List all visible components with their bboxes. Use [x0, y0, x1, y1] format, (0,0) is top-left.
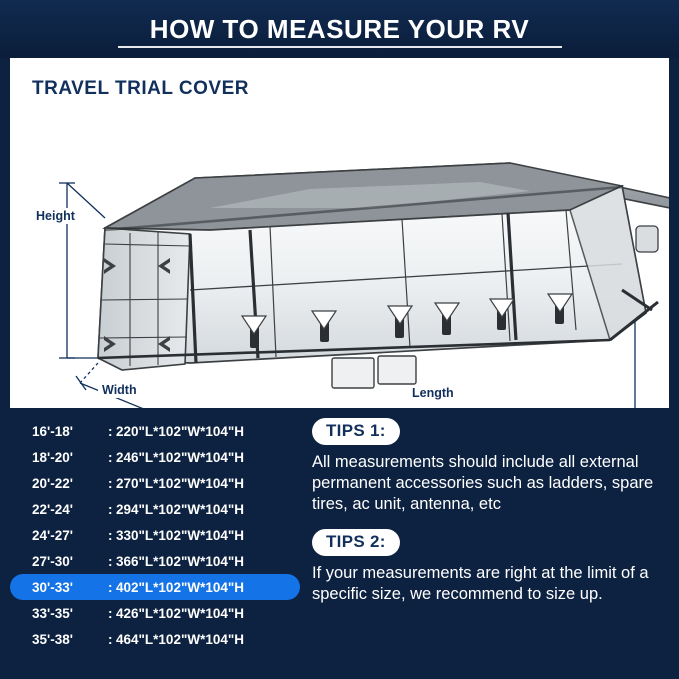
- header-underline: [118, 46, 562, 48]
- tips-column: [312, 418, 664, 606]
- width-label: Width: [98, 382, 141, 398]
- table-row: [10, 418, 300, 444]
- size-table: [10, 418, 300, 652]
- size-range: 20'-22': [32, 475, 73, 491]
- size-separator: :: [108, 527, 113, 543]
- size-dimensions: 246"L*102"W*104"H: [116, 449, 245, 465]
- size-range: 35'-38': [32, 631, 73, 647]
- size-separator: :: [108, 501, 113, 517]
- table-row: [10, 600, 300, 626]
- size-range: 30'-33': [32, 579, 73, 595]
- rv-illustration: [10, 58, 669, 408]
- size-range: 33'-35': [32, 605, 73, 621]
- size-range: 22'-24': [32, 501, 73, 517]
- size-range: 27'-30': [32, 553, 73, 569]
- size-dimensions: 402"L*102"W*104"H: [116, 579, 245, 595]
- underbody-boxes: [332, 356, 416, 388]
- size-separator: :: [108, 631, 113, 647]
- header-banner: [0, 0, 679, 58]
- table-row: [10, 496, 300, 522]
- illustration-title: TRAVEL TRIAL COVER: [32, 78, 249, 99]
- rv-drawing-svg: [10, 58, 669, 408]
- length-label: Length: [408, 385, 458, 401]
- size-dimensions: 270"L*102"W*104"H: [116, 475, 245, 491]
- size-dimensions: 294"L*102"W*104"H: [116, 501, 245, 517]
- size-range: 18'-20': [32, 449, 73, 465]
- size-separator: :: [108, 553, 113, 569]
- size-separator: :: [108, 423, 113, 439]
- size-separator: :: [108, 449, 113, 465]
- illustration-panel: [10, 58, 669, 408]
- size-dimensions: 426"L*102"W*104"H: [116, 605, 245, 621]
- table-row: [10, 522, 300, 548]
- tip-2-badge: TIPS 2:: [312, 529, 400, 556]
- size-separator: :: [108, 475, 113, 491]
- bottom-section: [0, 410, 679, 679]
- height-label: Height: [32, 208, 79, 224]
- tip-2-text: If your measurements are right at the limit of a specific size, we recommend to size up.: [312, 564, 649, 604]
- table-row: [10, 470, 300, 496]
- size-range: 16'-18': [32, 423, 73, 439]
- size-separator: :: [108, 605, 113, 621]
- size-dimensions: 464"L*102"W*104"H: [116, 631, 245, 647]
- page-title: HOW TO MEASURE YOUR RV: [149, 13, 530, 44]
- table-row: [10, 548, 300, 574]
- tip-1-text: All measurements should include all external permanent accessories such as ladders, spare tires, ac unit, antenna, etc: [312, 453, 654, 514]
- size-dimensions: 366"L*102"W*104"H: [116, 553, 245, 569]
- rv-body: [98, 163, 669, 388]
- size-dimensions: 220"L*102"W*104"H: [116, 423, 245, 439]
- tip-block-2: [312, 529, 664, 605]
- size-dimensions: 330"L*102"W*104"H: [116, 527, 245, 543]
- tip-1-badge: TIPS 1:: [312, 418, 400, 445]
- size-separator: :: [108, 579, 113, 595]
- tip-block-1: [312, 418, 664, 515]
- size-range: 24'-27': [32, 527, 73, 543]
- table-row: [10, 626, 300, 652]
- table-row-selected[interactable]: [10, 574, 300, 600]
- table-row: [10, 444, 300, 470]
